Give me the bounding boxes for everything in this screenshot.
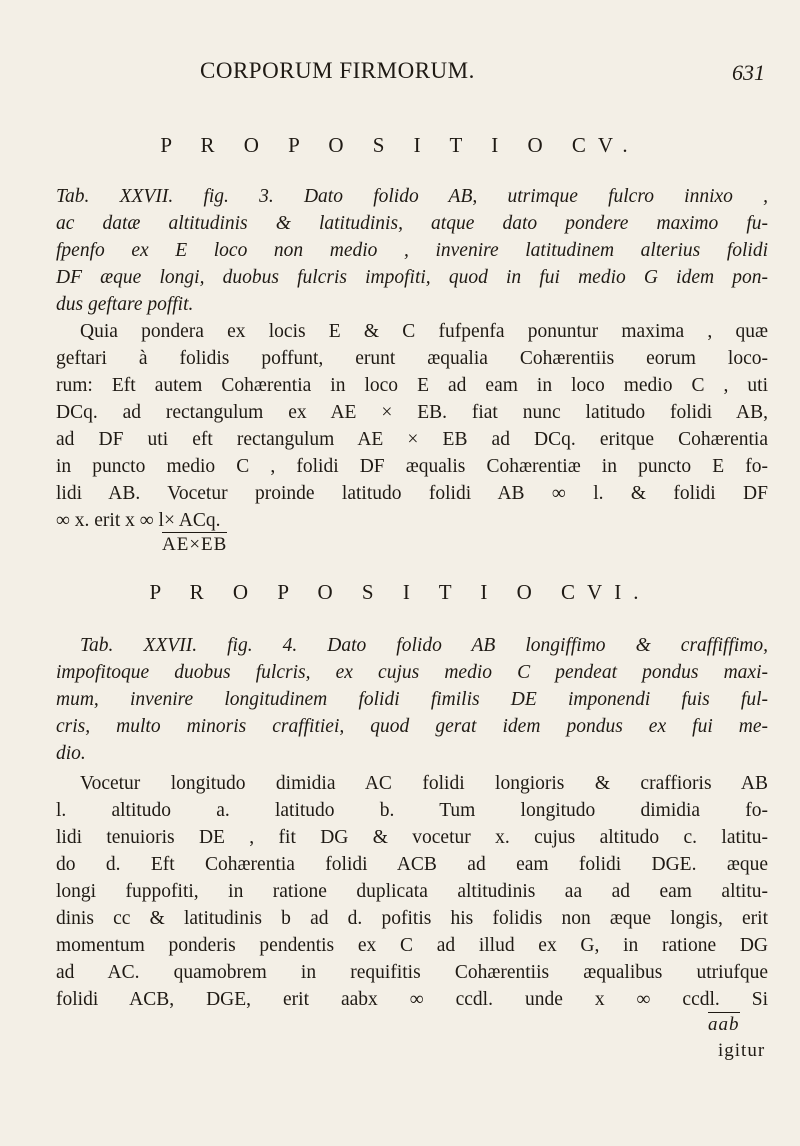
enunciation-line: dus geftare poffit. — [56, 294, 194, 315]
proof-line: l. altitudo a. latitudo b. Tum longitudo dimidia fo- — [56, 800, 768, 821]
enunciation-line: ac datæ altitudinis & latitudinis, atque dato pondere maximo fu- — [56, 213, 768, 234]
proof-line: Vocetur longitudo dimidia AC folidi longioris & craffioris AB — [80, 773, 768, 794]
fraction-denominator: AE×EB — [162, 534, 228, 555]
enunciation-line: fpenfo ex E loco non medio , invenire latitudinem alterius folidi — [56, 240, 768, 261]
enunciation-line-wrap — [56, 291, 768, 318]
fraction-denominator: aab — [708, 1014, 740, 1035]
enunciation-line: Tab. XXVII. fig. 4. Dato folido AB longiffimo & craffiffimo, — [80, 635, 768, 656]
proposition-106-heading: P R O P O S I T I O CVI. — [149, 580, 651, 604]
proof-line: in puncto medio C , folidi DF æqualis Cohærentiæ in puncto E fo- — [56, 456, 768, 477]
proof-line: ∞ x. erit x ∞ l× ACq. — [56, 510, 221, 531]
proposition-105-heading: P R O P O S I T I O CV. — [160, 133, 640, 157]
running-title: CORPORUM FIRMORUM. — [200, 58, 475, 83]
proof-line: ad DF uti eft rectangulum AE × EB ad DCq. eritque Cohærentia — [56, 429, 768, 450]
proof-line: rum: Eft autem Cohærentia in loco E ad eam in loco medio C , uti — [56, 375, 768, 396]
page-number: 631 — [732, 60, 765, 85]
proof-line: lidi tenuioris DE , fit DG & vocetur x. cujus altitudo c. latitu- — [56, 827, 768, 848]
enunciation-line-wrap — [56, 686, 768, 713]
proposition-105-enunciation — [56, 183, 768, 210]
enunciation-line-wrap — [56, 264, 768, 291]
enunciation-line: impofitoque duobus fulcris, ex cujus medio C pendeat pondus maxi- — [56, 662, 768, 683]
enunciation-line-wrap — [56, 210, 768, 237]
proof-line: longi fuppofiti, in ratione duplicata altitudinis aa ad eam altitu- — [56, 881, 768, 902]
running-head — [0, 48, 800, 88]
proof-line: lidi AB. Vocetur proinde latitudo folidi AB ∞ l. & folidi DF — [56, 483, 768, 504]
enunciation-line-wrap — [56, 713, 768, 740]
enunciation-line-wrap — [80, 632, 768, 659]
proof-line: DCq. ad rectangulum ex AE × EB. fiat nunc latitudo folidi AB, — [56, 402, 768, 423]
proof-line: dinis cc & latitudinis b ad d. pofitis his folidis non æque longis, erit — [56, 908, 768, 929]
enunciation-line-wrap — [56, 237, 768, 264]
proof-line: do d. Eft Cohærentia folidi ACB ad eam folidi DGE. æque — [56, 854, 768, 875]
enunciation-line-wrap — [56, 740, 768, 767]
proof-line: Quia pondera ex locis E & C fufpenfa ponuntur maxima , quæ — [80, 321, 768, 342]
enunciation-line: cris, multo minoris craffitiei, quod gerat idem pondus ex fui me- — [56, 716, 768, 737]
proof-line: geftari à folidis poffunt, erunt æqualia Cohærentiis eorum loco- — [56, 348, 768, 369]
enunciation-line-wrap — [56, 659, 768, 686]
catchword: igitur — [718, 1040, 766, 1061]
enunciation-line: mum, invenire longitudinem folidi fimilis DE imponendi fuis ful- — [56, 689, 768, 710]
enunciation-line: Tab. XXVII. fig. 3. Dato folido AB, utrimque fulcro innixo , — [56, 186, 768, 207]
enunciation-line: DF æque longi, duobus fulcris impofiti, quod in fui medio G idem pon- — [56, 267, 768, 288]
proof-line: ad AC. quamobrem in requifitis Cohærentiis æqualibus utriufque — [56, 962, 768, 983]
proof-line: folidi ACB, DGE, erit aabx ∞ ccdl. unde x ∞ ccdl. Si — [56, 989, 768, 1010]
proof-line: momentum ponderis pendentis ex C ad illud ex G, in ratione DG — [56, 935, 768, 956]
enunciation-line: dio. — [56, 743, 86, 764]
